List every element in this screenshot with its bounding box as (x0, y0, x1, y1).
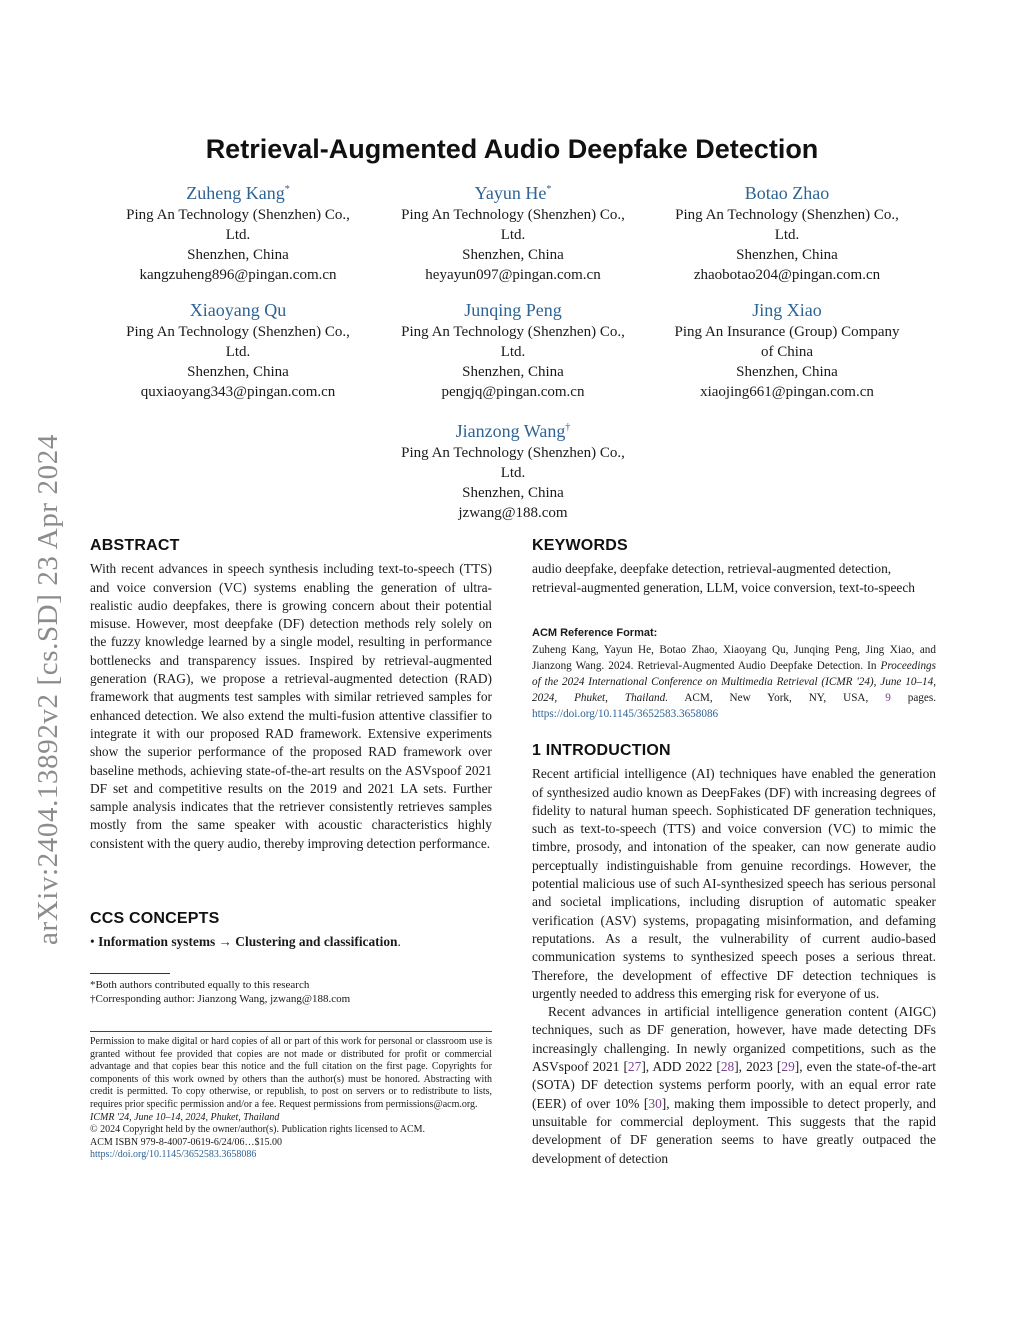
author-email: heyayun097@pingan.com.cn (425, 267, 601, 283)
citation-link[interactable]: 28 (720, 1059, 735, 1075)
author-affiliation: Ping An Technology (Shenzhen) Co., (126, 207, 350, 223)
author-name[interactable] (378, 181, 648, 205)
acm-reference-pages-link[interactable]: 9 (885, 692, 891, 704)
permission-venue: ICMR '24, June 10–14, 2024, Phuket, Thailand (90, 1111, 280, 1123)
introduction-paragraph-1: Recent artificial intelligence (AI) techniques have enabled the generation of synthesized audio known as DeepFakes (DF) with increasing degrees of fidelity to natural human speech. Sophisticated DF generation techniques, such as text-to-speech (TTS) and voice conversion (VC) to mimic the timbre, prosody, and intonation of the speaker, can now generate audio perceptually indistinguishable from genuine recordings. However, the potential malicious use of such AI-synthesized speech has serious personal and societal implications, including disruption of automatic speaker verification (ASV) systems, propagating misinformation, and defaming reputations. As a result, the vulnerability of current audio-based communication systems to synthesized speech poses a serious threat. Therefore, the development of effective DF detection techniques is urgently needed to address this emerging risk for everyone of us. (532, 766, 936, 1001)
permission-rule (90, 1031, 492, 1032)
citation-link[interactable]: 29 (781, 1059, 795, 1075)
permission-block (90, 1036, 492, 1162)
author-name-text[interactable]: Junqing Peng (464, 300, 562, 320)
author-affiliation-cont: Ltd. (500, 465, 526, 481)
ccs-item: Information systems → Clustering and classification (98, 934, 398, 950)
author-affiliation: Ping An Technology (Shenzhen) Co., (401, 324, 625, 340)
abstract-section (90, 537, 492, 853)
abstract-heading: ABSTRACT (90, 537, 180, 554)
acm-reference-doi-link[interactable]: https://doi.org/10.1145/3652583.3658086 (532, 708, 719, 720)
footnote-rule (90, 973, 170, 974)
author-email: quxiaoyang343@pingan.com.cn (140, 384, 336, 400)
author-email: jzwang@188.com (458, 505, 568, 521)
keywords-heading: KEYWORDS (532, 537, 628, 554)
ccs-section (90, 910, 492, 952)
ccs-bullet: • (90, 934, 95, 950)
acm-reference-heading: ACM Reference Format: (532, 627, 658, 639)
author-affiliation: Ping An Technology (Shenzhen) Co., (126, 324, 350, 340)
intro-text: Recent advances in artificial intelligence generation content (AIGC) techniques, such as DF generation, however, have made detecting DFs increasingly challenging. In newly organized competitions, such as the ASVspoof 2021 [ (532, 1004, 936, 1075)
paper-title: Retrieval-Augmented Audio Deepfake Detection (205, 134, 819, 164)
keywords-text: audio deepfake, deepfake detection, retrieval-augmented detection, retrieval-augmented generation, LLM, voice conversion, text-to-speech (532, 561, 915, 595)
author-city: Shenzhen, China (462, 247, 564, 263)
acm-reference-text (532, 642, 936, 722)
author-name[interactable] (652, 181, 922, 205)
acm-reference-publisher: ACM, New York, NY, USA, (668, 692, 886, 704)
author-name[interactable] (103, 298, 373, 322)
author-block (103, 298, 373, 402)
author-affiliation: Ping An Technology (Shenzhen) Co., (401, 445, 625, 461)
acm-reference-proceedings: Proceedings of the 2024 International Conference on Multimedia Retrieval (ICMR '24), June 10–14, 2024, Phuket, Thailand. (532, 660, 936, 704)
author-name[interactable] (103, 181, 373, 205)
acm-reference-authors: Zuheng Kang, Yayun He, Botao Zhao, Xiaoyang Qu, Junqing Peng, Jing Xiao, and Jianzong Wang. 2024. Retrieval-Augmented Audio Deepfake Detection. In (532, 644, 936, 672)
author-affiliation-cont: of China (760, 344, 814, 360)
ccs-end: . (397, 934, 401, 950)
author-affiliation-cont: Ltd. (500, 227, 526, 243)
introduction-section (532, 742, 936, 1168)
intro-text: ], ADD 2022 [ (641, 1059, 721, 1075)
author-block (378, 419, 648, 523)
author-city: Shenzhen, China (462, 485, 564, 501)
author-block (103, 181, 373, 285)
footnote-corresponding: †Corresponding author: Jianzong Wang, jzwang@188.com (90, 992, 351, 1005)
author-email: zhaobotao204@pingan.com.cn (693, 267, 881, 283)
acm-reference-pages: pages. (890, 692, 936, 704)
author-mark: † (565, 422, 571, 433)
introduction-paragraph-2 (532, 1003, 936, 1168)
author-affiliation: Ping An Technology (Shenzhen) Co., (675, 207, 899, 223)
footnotes (90, 979, 492, 1006)
author-email: kangzuheng896@pingan.com.cn (139, 267, 337, 283)
author-city: Shenzhen, China (736, 247, 838, 263)
author-city: Shenzhen, China (462, 364, 564, 380)
author-affiliation: Ping An Technology (Shenzhen) Co., (401, 207, 625, 223)
author-name[interactable] (652, 298, 922, 322)
author-name-text[interactable]: Jing Xiao (752, 300, 822, 320)
author-email: pengjq@pingan.com.cn (441, 384, 585, 400)
author-email: xiaojing661@pingan.com.cn (700, 384, 874, 400)
permission-isbn: ACM ISBN 979-8-4007-0619-6/24/06…$15.00 (90, 1136, 282, 1148)
permission-copyright: © 2024 Copyright held by the owner/author(s). Publication rights licensed to ACM. (90, 1124, 426, 1136)
author-city: Shenzhen, China (187, 364, 289, 380)
acm-reference (532, 625, 936, 722)
arxiv-side-stamp (24, 355, 66, 945)
author-name[interactable] (378, 419, 648, 443)
author-city: Shenzhen, China (736, 364, 838, 380)
permission-text: Permission to make digital or hard copies of all or part of this work for personal or classroom use is granted without fee provided that copies are not made or distributed for profit or commercial advantage and that copies bear this notice and the full citation on the first page. Copyrights for components of this work owned by others than the author(s) must be honored. Abstracting with credit is permitted. To copy otherwise, or republish, to post on servers or to redistribute to lists, requires prior specific permission and/or a fee. Request permissions from permissions@acm.org. (90, 1036, 492, 1110)
citation-link[interactable]: 27 (627, 1059, 642, 1075)
author-name-text[interactable]: Zuheng Kang (186, 183, 285, 203)
author-city: Shenzhen, China (187, 247, 289, 263)
author-affiliation-cont: Ltd. (225, 344, 251, 360)
ccs-concepts (90, 933, 492, 951)
arxiv-stamp-text: arXiv:2404.13892v2 [cs.SD] 23 Apr 2024 (32, 434, 64, 945)
intro-text: ], even the state-of-the-art (SOTA) DF detection systems perform poorly, with an equal error rate (EER) of over 10% [ (532, 1059, 936, 1111)
author-block (652, 181, 922, 285)
introduction-heading: 1 INTRODUCTION (532, 742, 671, 759)
permission-doi-link[interactable]: https://doi.org/10.1145/3652583.3658086 (90, 1149, 257, 1161)
author-mark: * (284, 184, 290, 195)
ccs-heading: CCS CONCEPTS (90, 910, 220, 927)
author-affiliation-cont: Ltd. (225, 227, 251, 243)
author-affiliation: Ping An Insurance (Group) Company (674, 324, 900, 340)
intro-text: ], 2023 [ (734, 1059, 782, 1075)
author-name-text[interactable]: Xiaoyang Qu (189, 300, 287, 320)
footnote-equal-contribution: *Both authors contributed equally to this research (90, 979, 310, 991)
author-name-text[interactable]: Jianzong Wang (455, 421, 566, 441)
author-affiliation-cont: Ltd. (774, 227, 800, 243)
author-mark: * (546, 184, 552, 195)
author-name-text[interactable]: Botao Zhao (744, 183, 830, 203)
author-name[interactable] (378, 298, 648, 322)
intro-text: ], making them impossible to detect properly, and unsuitable for commercial deployment. This suggests that the rapid development of DF generation seems to have greatly outpaced the development of detection (532, 1095, 936, 1166)
citation-link[interactable]: 30 (648, 1095, 662, 1111)
author-block (652, 298, 922, 402)
keywords-section (532, 537, 936, 597)
author-affiliation-cont: Ltd. (500, 344, 526, 360)
author-name-text[interactable]: Yayun He (474, 183, 547, 203)
abstract-text: With recent advances in speech synthesis including text-to-speech (TTS) and voice conversion (VC) systems enabling the generation of ultra-realistic audio deepfakes, there is growing concern about their potential misuse. However, most deepfake (DF) detection methods rely solely on the fuzzy knowledge learned by a single model, resulting in performance bottlenecks and transparency issues. Inspired by retrieval-augmented generation (RAG), we propose a retrieval-augmented detection (RAD) framework that augments test samples with similar retrieved samples for enhanced detection. We also extend the multi-fusion attentive classifier to integrate it with our proposed RAD framework. Extensive experiments show the superior performance of the proposed RAD framework over baseline methods, achieving state-of-the-art results on the ASVspoof 2021 DF set and competitive results on the 2019 and 2021 LA sets. Further sample analysis indicates that the retriever consistently retrieves samples mostly from the same speaker with acoustic characteristics highly consistent with the query audio, thereby improving detection performance. (90, 561, 492, 851)
author-block (378, 181, 648, 285)
author-block (378, 298, 648, 402)
